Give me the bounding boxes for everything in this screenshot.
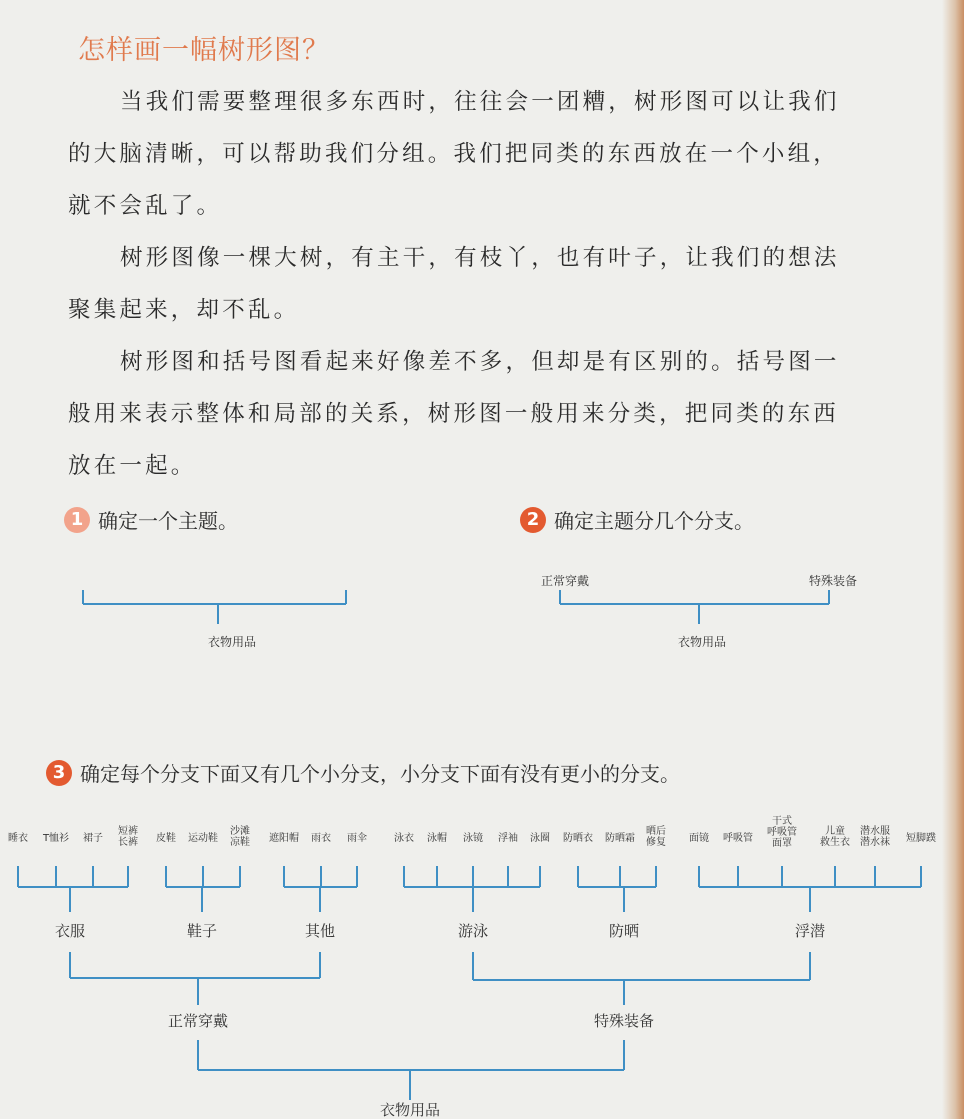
leaf-label: 防晒衣 <box>563 833 593 844</box>
paragraph-2: 树形图像一棵大树，有主干，有枝丫，也有叶子，让我们的想法聚集起来，却不乱。 <box>68 245 840 323</box>
leaf-label: 雨伞 <box>347 833 367 844</box>
leaf-label: 遮阳帽 <box>269 833 299 844</box>
leaf-label: 裙子 <box>83 833 103 844</box>
step-number-badge: 1 <box>64 507 90 533</box>
step-text: 确定一个主题。 <box>98 509 238 533</box>
leaf-label: 短脚蹼 <box>906 833 936 844</box>
branch-label: 特殊装备 <box>593 1012 655 1030</box>
step-number-badge: 3 <box>46 760 72 786</box>
group-label: 其他 <box>304 922 336 940</box>
leaf-label: 呼吸管 <box>723 833 753 844</box>
leaf-label: 运动鞋 <box>188 833 218 844</box>
leaf-label: 短裤 长裤 <box>118 826 138 848</box>
step-text: 确定主题分几个分支。 <box>554 509 754 533</box>
leaf-label: T恤衫 <box>42 833 70 844</box>
group-label: 鞋子 <box>186 922 218 940</box>
leaf-label: 浮袖 <box>498 833 518 844</box>
step3-root-label: 衣物用品 <box>379 1101 441 1119</box>
step2-branch-label: 正常穿戴 <box>540 574 590 588</box>
branch-label: 正常穿戴 <box>167 1012 229 1030</box>
leaf-label: 潜水服 潜水袜 <box>860 826 890 848</box>
step-text: 确定每个分支下面又有几个小分支，小分支下面有没有更小的分支。 <box>80 762 680 786</box>
leaf-label: 晒后 修复 <box>646 826 666 848</box>
leaf-label: 儿童 救生衣 <box>820 826 850 848</box>
step1-root-label: 衣物用品 <box>207 635 257 649</box>
leaf-label: 泳镜 <box>463 833 483 844</box>
paragraph-1: 当我们需要整理很多东西时，往往会一团糟，树形图可以让我们的大脑清晰，可以帮助我们分组。我们把同类的东西放在一个小组，就不会乱了。 <box>68 89 840 219</box>
group-label: 浮潜 <box>794 922 826 940</box>
page-title: 怎样画一幅树形图？ <box>78 35 330 66</box>
leaf-label: 泳帽 <box>427 833 447 844</box>
leaf-label: 泳衣 <box>394 833 414 844</box>
leaf-label: 雨衣 <box>311 833 331 844</box>
paragraph-3: 树形图和括号图看起来好像差不多，但却是有区别的。括号图一般用来表示整体和局部的关系，树形图一般用来分类，把同类的东西放在一起。 <box>68 349 840 479</box>
group-label: 衣服 <box>54 922 86 940</box>
leaf-label: 皮鞋 <box>156 833 176 844</box>
leaf-label: 面镜 <box>689 833 709 844</box>
step2-root-label: 衣物用品 <box>677 635 727 649</box>
step-number-badge: 2 <box>520 507 546 533</box>
leaf-label: 睡衣 <box>8 833 28 844</box>
leaf-label: 泳圈 <box>530 833 550 844</box>
step2-branch-label: 特殊装备 <box>808 574 858 588</box>
leaf-label: 干式 呼吸管 面罩 <box>767 816 797 849</box>
group-label: 游泳 <box>457 922 489 940</box>
leaf-label: 防晒霜 <box>605 833 635 844</box>
leaf-label: 沙滩 凉鞋 <box>230 826 250 848</box>
group-label: 防晒 <box>608 922 640 940</box>
